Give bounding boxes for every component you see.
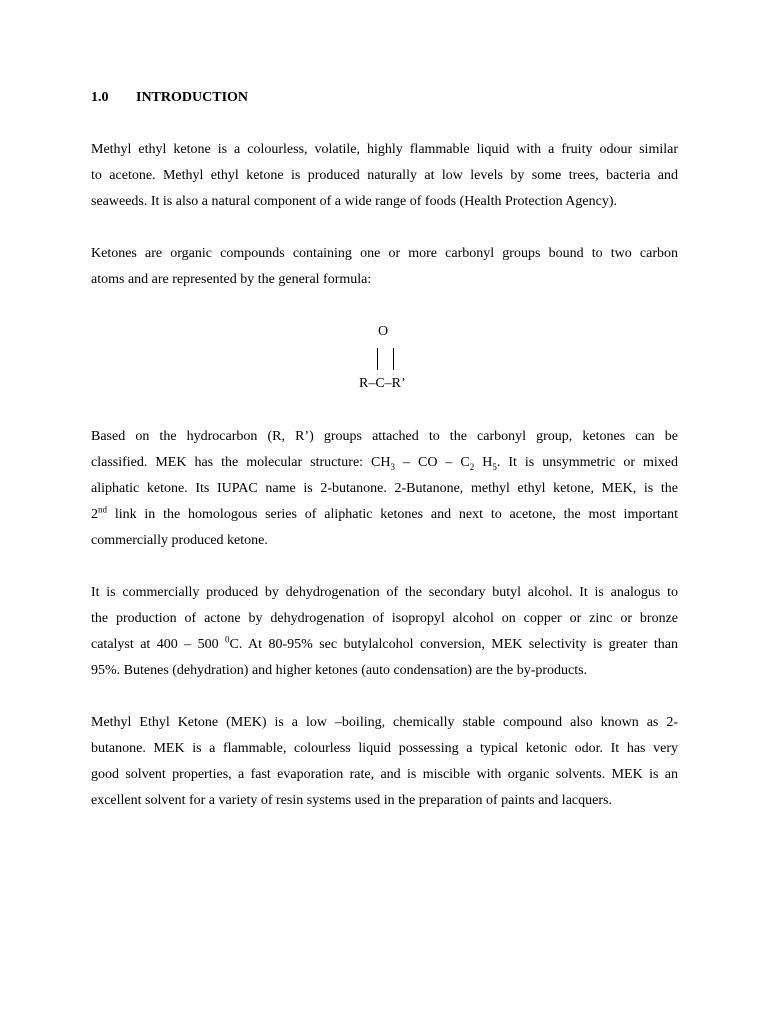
paragraph-2-line: atoms and are represented by the general formula: [91,272,372,287]
section-heading [91,89,248,107]
text-run: catalyst at 400 – 500 [91,637,226,652]
ketone-general-formula [340,320,440,400]
paragraph-5-line: excellent solvent for a variety of resin systems used in the preparation of paints and lacquers. [91,793,612,808]
paragraph-4-line: 95%. Butenes (dehydration) and higher ketones (auto condensation) are the by-products. [91,663,588,678]
text-run: . It is unsymmetric or mixed [496,455,678,470]
paragraph-1-line: Methyl ethyl ketone is a colourless, volatile, highly flammable liquid with a fruity odour similar [91,142,678,157]
paragraph-5 [91,710,678,814]
paragraph-5-line: butanone. MEK is a flammable, colourless liquid possessing a typical ketonic odor. It has very [91,741,678,756]
formula-oxygen: O [378,324,389,339]
subscript: 3 [390,461,395,472]
text-run: – CO – C [395,455,470,470]
text-run: 2 [91,507,98,522]
text-run: H [474,455,493,470]
paragraph-4 [91,580,678,684]
bond-line [393,348,394,370]
section-number: 1.0 [91,90,109,105]
paragraph-2-line: Ketones are organic compounds containing one or more carbonyl groups bound to two carbon [91,246,678,261]
subscript: 5 [492,461,497,472]
paragraph-2 [91,241,678,293]
paragraph-1 [91,137,678,215]
paragraph-4-line [91,632,678,658]
paragraph-5-line: good solvent properties, a fast evaporation rate, and is miscible with organic solvents. MEK is an [91,767,678,782]
superscript: 0 [225,634,230,645]
paragraph-5-line: Methyl Ethyl Ketone (MEK) is a low –boiling, chemically stable compound also known as 2- [91,715,678,730]
bond-line [377,348,378,370]
subscript: 2 [469,461,475,472]
paragraph-3-line: Based on the hydrocarbon (R, R’) groups attached to the carbonyl group, ketones can be [91,429,678,444]
paragraph-3-line: commercially produced ketone. [91,533,268,548]
double-bond [376,348,396,370]
formula-chain: R–C–R’ [359,376,406,391]
paragraph-4-line: It is commercially produced by dehydrogenation of the secondary butyl alcohol. It is analogus to [91,585,678,600]
paragraph-3-line [91,450,678,476]
text-run: C. At 80-95% sec butylalcohol conversion, MEK selectivity is greater than [229,637,678,652]
paragraph-1-line: to acetone. Methyl ethyl ketone is produced naturally at low levels by some trees, bacteria and [91,168,678,183]
paragraph-4-line: the production of actone by dehydrogenation of isopropyl alcohol on copper or zinc or bronze [91,611,678,626]
paragraph-3 [91,424,678,554]
superscript: nd [98,504,107,515]
section-title: INTRODUCTION [136,90,249,105]
paragraph-3-line [91,502,678,528]
paragraph-1-line: seaweeds. It is also a natural component of a wide range of foods (Health Protection Agency). [91,194,617,209]
paragraph-3-line: aliphatic ketone. Its IUPAC name is 2-butanone. 2-Butanone, methyl ethyl ketone, MEK, is the [91,481,678,496]
text-run: classified. MEK has the molecular structure: CH [91,455,391,470]
text-run: link in the homologous series of aliphatic ketones and next to acetone, the most important [107,507,678,522]
